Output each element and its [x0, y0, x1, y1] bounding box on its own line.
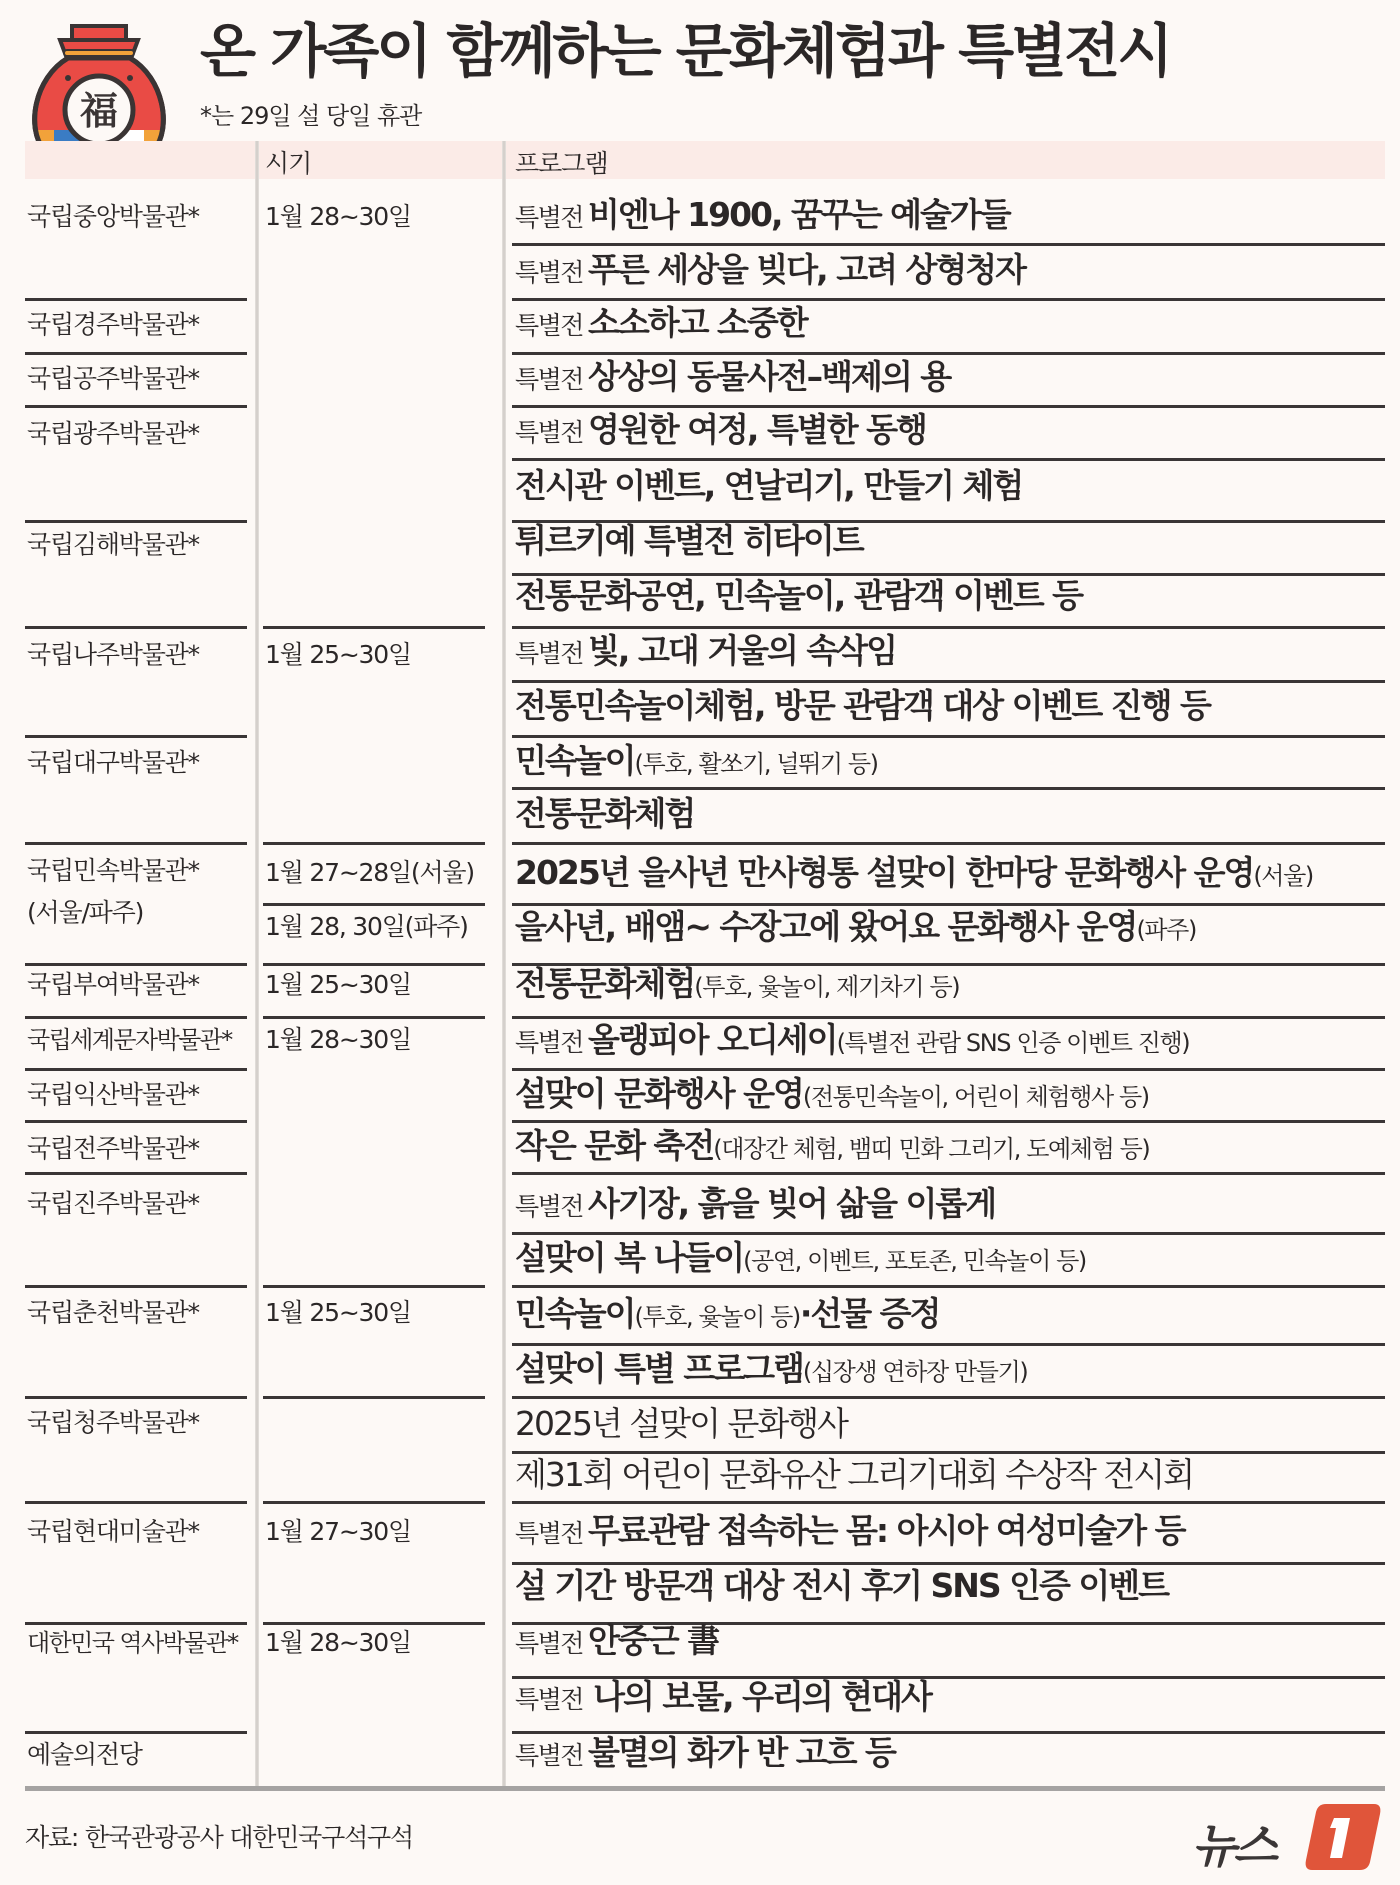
program-item: 전통문화체험 [515, 794, 695, 833]
period-value: 1월 28~30일 [265, 1628, 411, 1657]
row-divider [25, 626, 247, 629]
museum-name: 국립부여박물관* [27, 970, 199, 999]
row-divider [512, 458, 1385, 461]
row-divider [512, 1396, 1385, 1399]
period-value: 1월 27~30일 [265, 1517, 411, 1546]
program-item: 전통민속놀이체험, 방문 관람객 대상 이벤트 진행 등 [515, 686, 1210, 725]
period-value: 1월 27~28일(서울) [265, 858, 474, 887]
row-divider [263, 1285, 485, 1288]
program-item: 전통문화공연, 민속놀이, 관람객 이벤트 등 [515, 576, 1082, 615]
row-divider [512, 243, 1385, 246]
row-divider [25, 1172, 247, 1175]
period-value: 1월 28~30일 [265, 202, 411, 231]
row-divider [25, 298, 247, 301]
row-divider [25, 1731, 247, 1734]
row-divider [512, 1501, 1385, 1504]
program-item: 특별전 무료관람 접속하는 몸: 아시아 여성미술가 등 [515, 1511, 1185, 1550]
museum-name: 대한민국 역사박물관* [27, 1629, 238, 1657]
column-header-period: 시기 [265, 149, 312, 178]
program-item: 튀르키예 특별전 히타이트 [515, 521, 863, 560]
museum-name: 국립진주박물관* [27, 1189, 199, 1218]
page-title: 온 가족이 함께하는 문화체험과 특별전시 [200, 17, 1171, 85]
table-bottom-rule [25, 1786, 1385, 1791]
program-item: 특별전 불멸의 화가 반 고흐 등 [515, 1733, 895, 1772]
row-divider [512, 352, 1385, 355]
row-divider [25, 1068, 247, 1071]
program-item: 설 기간 방문객 대상 전시 후기 SNS 인증 이벤트 [515, 1566, 1168, 1605]
row-divider [25, 1501, 247, 1504]
row-divider [512, 1120, 1385, 1123]
row-divider [512, 787, 1385, 790]
period-value: 1월 28~30일 [265, 1025, 411, 1054]
museum-name: 국립광주박물관* [27, 419, 199, 448]
program-item: 전시관 이벤트, 연날리기, 만들기 체험 [515, 466, 1023, 505]
news1-logo [1192, 1800, 1382, 1872]
row-divider [263, 1396, 485, 1399]
row-divider [263, 842, 485, 845]
program-item: 설맞이 문화행사 운영(전통민속놀이, 어린이 체험행사 등) [515, 1074, 1149, 1113]
museum-name: 국립경주박물관* [27, 310, 199, 339]
row-divider [263, 903, 485, 906]
row-divider [25, 405, 247, 408]
row-divider [512, 1016, 1385, 1019]
museum-name: 국립대구박물관* [27, 748, 199, 777]
program-item: 특별전 푸른 세상을 빚다, 고려 상형청자 [515, 250, 1025, 289]
column-divider [255, 141, 259, 1789]
brand-number-icon [1304, 1800, 1382, 1872]
museum-name: 국립춘천박물관* [27, 1298, 199, 1327]
brand-text: 뉴스 [1192, 1819, 1275, 1873]
program-item: 전통문화체험(투호, 윷놀이, 제기차기 등) [515, 964, 960, 1003]
program-item: 2025년 설맞이 문화행사 [515, 1404, 847, 1443]
row-divider [512, 1451, 1385, 1454]
period-value: 1월 25~30일 [265, 640, 411, 669]
museum-name: 국립김해박물관* [27, 530, 199, 559]
row-divider [263, 1501, 485, 1504]
program-item: 2025년 을사년 만사형통 설맞이 한마당 문화행사 운영(서울) [515, 853, 1313, 892]
program-item: 제31회 어린이 문화유산 그리기대회 수상작 전시회 [515, 1455, 1193, 1494]
row-divider [512, 842, 1385, 845]
program-item: 특별전 빛, 고대 거울의 속삭임 [515, 631, 896, 670]
row-divider [512, 1068, 1385, 1071]
museum-name: 국립나주박물관* [27, 640, 199, 669]
row-divider [25, 1396, 247, 1399]
row-divider [512, 626, 1385, 629]
museum-name: 국립익산박물관* [27, 1080, 199, 1109]
program-item: 특별전 안중근 書 [515, 1621, 719, 1660]
row-divider [263, 626, 485, 629]
museum-name: 국립민속박물관* [27, 856, 199, 885]
program-item: 설맞이 특별 프로그램(십장생 연하장 만들기) [515, 1349, 1028, 1388]
table-header-band [25, 141, 1385, 179]
museum-name: 국립세계문자박물관* [27, 1026, 232, 1054]
row-divider [512, 1172, 1385, 1175]
row-divider [25, 735, 247, 738]
program-item: 특별전 나의 보물, 우리의 현대사 [515, 1677, 931, 1716]
period-value: 1월 25~30일 [265, 1298, 411, 1327]
row-divider [25, 1622, 247, 1625]
row-divider [263, 1622, 485, 1625]
row-divider [263, 963, 485, 966]
row-divider [263, 1016, 485, 1019]
museum-name: 국립현대미술관* [27, 1517, 199, 1546]
row-divider [25, 1120, 247, 1123]
program-item: 을사년, 배앰~ 수장고에 왔어요 문화행사 운영(파주) [515, 907, 1196, 946]
row-divider [512, 1343, 1385, 1346]
program-item: 특별전 비엔나 1900, 꿈꾸는 예술가들 [515, 195, 1010, 234]
program-item: 특별전 상상의 동물사전–백제의 용 [515, 357, 951, 396]
row-divider [25, 842, 247, 845]
program-item: 설맞이 복 나들이(공연, 이벤트, 포토존, 민속놀이 등) [515, 1238, 1086, 1277]
period-value: 1월 28, 30일(파주) [265, 912, 468, 941]
row-divider [512, 1562, 1385, 1565]
svg-text:福: 福 [79, 89, 119, 133]
program-item: 특별전 소소하고 소중한 [515, 303, 807, 342]
row-divider [512, 405, 1385, 408]
museum-sub-location: (서울/파주) [27, 898, 144, 927]
row-divider [512, 680, 1385, 683]
row-divider [512, 298, 1385, 301]
program-item: 특별전 사기장, 흙을 빚어 삶을 이롭게 [515, 1184, 996, 1223]
program-item: 특별전 올랭피아 오디세이(특별전 관람 SNS 인증 이벤트 진행) [515, 1020, 1190, 1059]
program-item: 특별전 영원한 여정, 특별한 동행 [515, 410, 926, 449]
row-divider [25, 963, 247, 966]
row-divider [25, 1285, 247, 1288]
source-credit: 자료: 한국관광공사 대한민국구석구석 [25, 1823, 413, 1852]
museum-name: 국립중앙박물관* [27, 202, 199, 231]
program-item: 민속놀이(투호, 활쏘기, 널뛰기 등) [515, 741, 878, 780]
row-divider [25, 352, 247, 355]
museum-name: 국립전주박물관* [27, 1134, 199, 1163]
row-divider [25, 520, 247, 523]
row-divider [512, 1285, 1385, 1288]
row-divider [512, 903, 1385, 906]
row-divider [512, 735, 1385, 738]
column-header-program: 프로그램 [515, 149, 608, 178]
museum-name: 국립공주박물관* [27, 364, 199, 393]
period-value: 1월 25~30일 [265, 970, 411, 999]
program-item: 민속놀이(투호, 윷놀이 등)·선물 증정 [515, 1294, 940, 1333]
museum-name: 예술의전당 [27, 1740, 142, 1769]
row-divider [25, 1016, 247, 1019]
row-divider [512, 1232, 1385, 1235]
closure-note: *는 29일 설 당일 휴관 [200, 102, 422, 130]
column-divider [502, 141, 506, 1789]
museum-name: 국립청주박물관* [27, 1408, 199, 1437]
program-item: 작은 문화 축전(대장간 체험, 뱀띠 민화 그리기, 도예체험 등) [515, 1126, 1150, 1165]
